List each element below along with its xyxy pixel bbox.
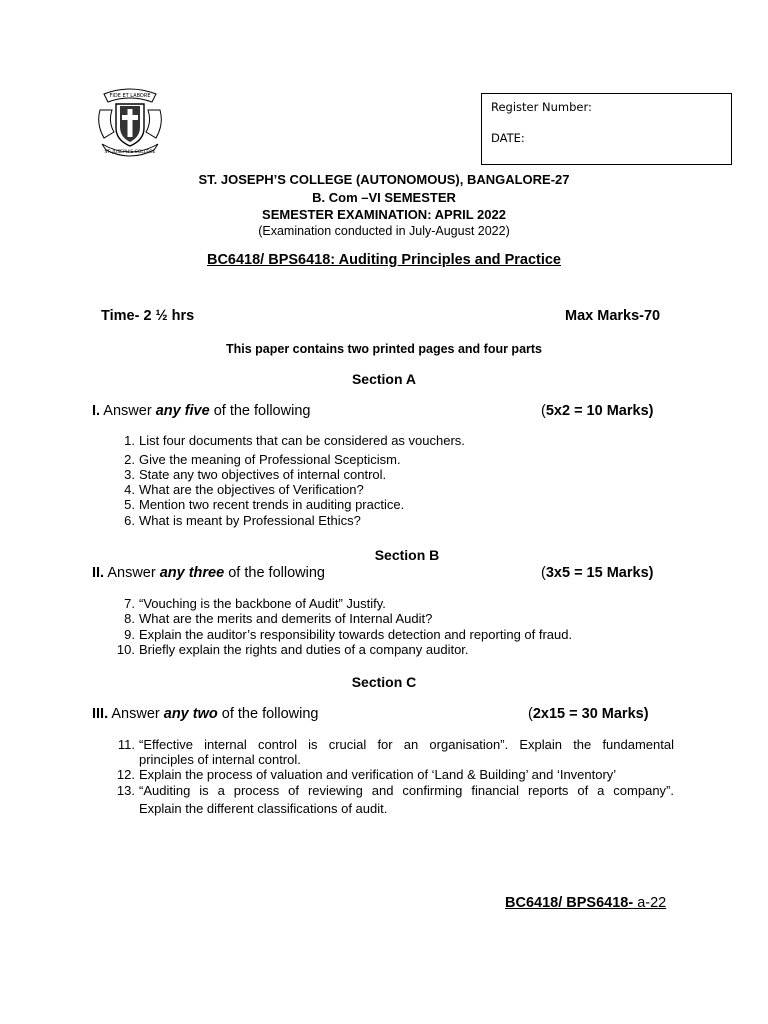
- section-c-marks: (2x15 = 30 Marks): [528, 706, 649, 722]
- question-3: 3. State any two objectives of internal control.: [124, 467, 387, 482]
- question-2: 2. Give the meaning of Professional Scepticism.: [124, 452, 401, 467]
- question-7: 7. “Vouching is the backbone of Audit” Justify.: [124, 596, 386, 611]
- question-6: 6. What is meant by Professional Ethics?: [124, 513, 361, 528]
- date-label: DATE:: [491, 131, 525, 145]
- college-crest-logo: [92, 84, 168, 160]
- section-b-title: Section B: [374, 547, 440, 563]
- logo-college-name: ST. JOSEPH'S COLLEGE: [104, 150, 156, 155]
- question-5: 5. Mention two recent trends in auditing practice.: [124, 497, 405, 512]
- question-10: 10. Briefly explain the rights and duties of a company auditor.: [116, 642, 469, 657]
- section-a-roman: I.: [92, 403, 101, 419]
- section-a-marks: (5x2 = 10 Marks): [541, 403, 654, 419]
- max-marks: Max Marks-70: [565, 308, 661, 324]
- question-4: 4. What are the objectives of Verification?: [124, 482, 364, 497]
- section-b-marks: (3x5 = 15 Marks): [541, 565, 654, 581]
- section-c-roman: III.: [92, 706, 109, 722]
- question-9: 9. Explain the auditor’s responsibility towards detection and reporting of fraud.: [124, 627, 573, 642]
- time-allowed: Time- 2 ½ hrs: [101, 308, 195, 324]
- exam-note: (Examination conducted in July-August 2022): [258, 224, 510, 238]
- exam-name: SEMESTER EXAMINATION: APRIL 2022: [262, 207, 506, 222]
- logo-motto: FIDE ET LABORE: [109, 93, 151, 99]
- section-b-roman: II.: [92, 565, 105, 581]
- paper-title: BC6418/ BPS6418: Auditing Principles and Practice: [206, 252, 562, 268]
- question-13-cont: Explain the different classifications of audit.: [139, 801, 388, 816]
- section-b-instruction: II. Answer any three of the following: [92, 565, 325, 581]
- register-number-label: Register Number:: [491, 100, 592, 114]
- section-a-instruction: I. Answer any five of the following: [92, 403, 311, 419]
- question-13: 13. “Auditing is a process of reviewing and confirming financial reports of a company”.: [116, 783, 674, 798]
- section-a-title: Section A: [351, 371, 417, 387]
- question-11-cont: principles of internal control.: [139, 752, 301, 767]
- question-1: 1. List four documents that can be considered as vouchers.: [124, 433, 465, 448]
- college-name: ST. JOSEPH’S COLLEGE (AUTONOMOUS), BANGALORE-27: [198, 172, 570, 187]
- footer-paper-code: BC6418/ BPS6418- a-22: [505, 895, 667, 911]
- question-11: 11. “Effective internal control is crucial for an organisation”. Explain the fundamental: [117, 737, 674, 752]
- register-box: [481, 93, 732, 165]
- section-c-title: Section C: [351, 674, 417, 690]
- question-12: 12. Explain the process of valuation and verification of ‘Land & Building’ and ‘Inventory’: [116, 767, 617, 782]
- section-c-instruction: III. Answer any two of the following: [92, 706, 319, 722]
- question-8: 8. What are the merits and demerits of Internal Audit?: [124, 611, 433, 626]
- paper-info: This paper contains two printed pages and four parts: [225, 342, 542, 356]
- course-name: B. Com –VI SEMESTER: [312, 190, 456, 205]
